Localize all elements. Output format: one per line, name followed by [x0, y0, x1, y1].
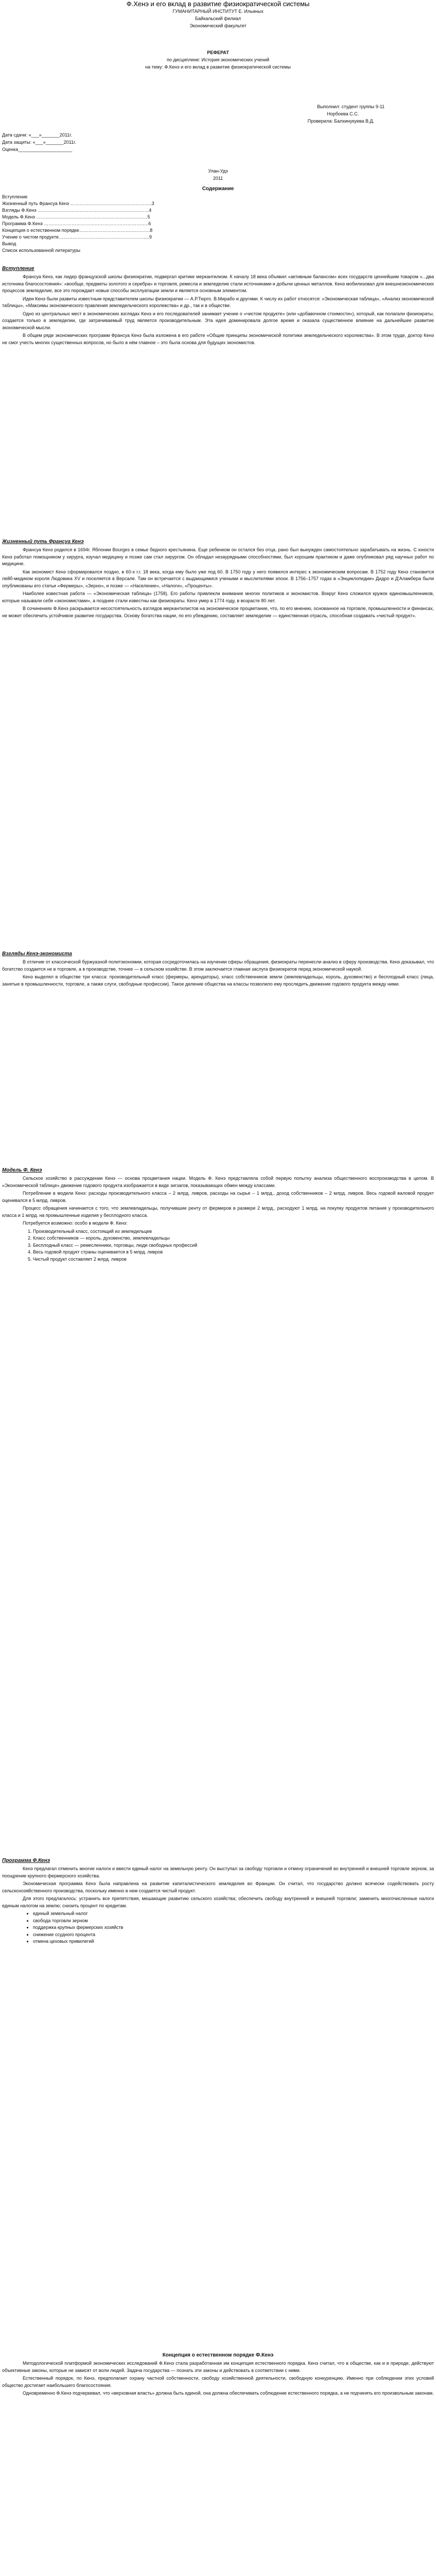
paragraph: В общем ряде экономических программ Франсуа Кенэ была изложена в его работе «Общие принципы экономической политики земледельческого королевства». В этом труде, доктор Кенэ не смог учесть многих существенных вопросов, но было в нём главное – это была основа для будущих экономистов. [2, 333, 434, 345]
list-item: • отмена цеховых привилегий [33, 1938, 436, 1945]
cover-checked: Проверила: Балхинукуева В.Д. [307, 118, 374, 124]
paragraph: В отличие от классической буржуазной политэкономии, которая сосредоточилась на изучении сферы обращения, физиократы перенесли анализ в сферу производства. Кенэ доказывал, что богатство создается не в торговле, а в производстве, точнее — в сельском хозяйстве. В этом заключается главная заслуга физиократов перед экономической наукой. [2, 959, 434, 972]
list-item: • снижение ссудного процента [33, 1931, 436, 1939]
toc-item[interactable]: Учение о чистом продукте…………………………………………………..9 [2, 234, 152, 240]
section-model [0, 1164, 436, 1265]
list-item: 2. Класс собственников — король, духовенство, землевладельцы [33, 1235, 436, 1242]
section-intro [0, 263, 436, 347]
paragraph: Потребление в модели Кенэ: расходы производительного класса – 2 млрд. ливров, расходы на сырье – 1 млрд., доход собственников – 2 млрд. ливров. Весь годовой валовой продукт оценивался в 5 млрд. ливров. [2, 1191, 434, 1203]
faculty-name: Экономический факультет [189, 23, 247, 28]
section-program [0, 1855, 436, 1947]
toc-item[interactable]: Вступление [2, 194, 28, 199]
list-item: • поддержка крупных фермерских хозяйств [33, 1924, 436, 1931]
paragraph: Франсуа Кенэ родился в 1694г. Яблонии Bourges в семье бедного крестьянина. Еще ребенком он остался без отца, рано был вынужден самостоятельно зарабатывать на жизнь. С юности Кенэ работал помощником у хирурга, изучал медицину и позже сам стал хирургом. Он обладал незаурядными способностями, был хорошим практиком и даже опубликовал ряд научных работ по медицине. [2, 547, 434, 566]
paragraph: Франсуа Кенэ, как лидер французской школы физиократии, подвергал критике меркантилизм. К началу 18 века объявил «активным балансом» всех государств ценнейшим товаром «...два источника благосостояния»: «вообще, предметы золотого и серебра» и торговля, ремесла и земледелие стали источниками и добычи ценных металлов. Кенэ мобилизовал для внешнеэкономических процессов земледелие, все это порождает новые способы эксплуатации земли и является основным элементом. [2, 274, 434, 293]
section-heading: Программа Ф.Кенэ [2, 1858, 50, 1863]
program-list [26, 1910, 436, 1945]
list-intro: Потребуется возможно: особо в модели Ф. Кенэ: [23, 1221, 128, 1226]
toc-item[interactable]: Жизненный путь Франсуа Кенэ ……………………………………………..3 [2, 201, 154, 206]
model-list [26, 1228, 436, 1263]
list-item: 1. Производительный класс, состоящий из земледельцев [33, 1228, 436, 1235]
date-defended: Дата защиты: «___»_______2011г. [2, 140, 76, 145]
document-title: Ф.Хенэ и его вклад в развитие физиократической системы [126, 0, 310, 8]
paragraph: Кенэ выделял в обществе три класса: производительный класс (фермеры, арендаторы), класс собственников земли (землевладельцы, король, духовенство) и бесплодный класс (лица, занятые в промышленности, торговле, а также слуги, свободные профессии). Такое деление общества на классы позволило ему проследить движение годового продукта между ними. [2, 974, 434, 987]
branch-name: Байкальский филиал [195, 16, 241, 21]
cover-credits [0, 103, 436, 125]
paragraph: Методологической платформой экономических исследований Ф.Кенэ стала разработанная им концепция естественного порядка. Кенэ считал, что в обществе, как и в природе, действуют объективные законы, которые не зависят от воли людей. Задача государства — познать эти законы и действовать в соответствии с ними. [2, 2361, 434, 2373]
paragraph: Для этого предлагалось: устранить все препятствия, мешающие развитию сельского хозяйства; обеспечить свободу внутренней и внешней торговли; заменить многочисленные налоги единым налогом на землю; снизить процент по кредитам. [2, 1896, 434, 1908]
paragraph: Идеи Кенэ были развиты известным представителем школы физиократии — А.Р.Тюрго. В.Мирабо и другими. К числу их работ относятся: «Экономическая таблица», «Анализ экономической таблицы», «Максимы экономического правления земледельческого королевства» и др., так и в обществе. [2, 296, 434, 308]
section-life [0, 536, 436, 620]
toc-item[interactable]: Список использованной литературы [2, 248, 80, 253]
cover-topic: на тему: Ф.Кенэ и его вклад в развитие физиократической системы [145, 64, 291, 70]
list-item: 3. Бесплодный класс — ремесленники, торговцы, люди свободных профессий [33, 1242, 436, 1249]
list-item: 4. Весь годовой продукт страны оценивается в 5 млрд. ливров [33, 1249, 436, 1256]
cover-block [0, 49, 436, 71]
grade-line: Оценка_____________________ [2, 147, 73, 152]
section-heading: Модель Ф. Кенэ [2, 1167, 42, 1173]
cover-dates [0, 131, 436, 153]
document-header [0, 0, 436, 31]
paragraph: Наиболее известная работа — «Экономическая таблица» (1758). Его работы привлекли внимание многих политиков и экономистов. Вокруг Кенэ сложился кружок единомышленников, которые называли себя «экономистами», а позднее стали известны как физиократы. Кенэ умер в 1774 году, в возрасте 80 лет. [2, 591, 434, 603]
paragraph: Сельское хозяйство в рассуждении Кенэ — основа процветания нации. Модель Ф. Кенэ представляла собой первую попытку анализа общественного воспроизводства в целом. В «Экономической таблице» движение годового продукта изображается в виде зигзагов, показывающих обмен между классами. [2, 1176, 434, 1188]
paragraph: Экономическая программа Кенэ была направлена на развитие капиталистического земледелия во Франции. Он считал, что государство должно всячески содействовать росту сельскохозяйственного производства, поскольку именно в нем создается чистый продукт. [2, 1881, 434, 1893]
cover-student-name: Норбоева С.С. [327, 111, 359, 116]
institute-name: ГУМАНИТАРНЫЙ ИНСТИТУТ Е. Ильиных [172, 9, 264, 14]
cover-label: РЕФЕРАТ [207, 50, 229, 55]
toc-title: Содержание [202, 186, 234, 192]
section-heading: Жизненный путь Франсуа Кенэ [2, 539, 84, 545]
toc-item[interactable]: Программа Ф.Кенэ …………………………………………………………..6 [2, 221, 151, 226]
cover-city-year [0, 167, 436, 182]
cover-discipline: по дисциплине: История экономических учений [166, 57, 270, 62]
paragraph: Кенэ предлагал отменить многие налоги и ввести единый налог на земельную ренту. Он выступал за свободу торговли и отмену ограничений во внутренней и внешней торговле зерном, за поощрение крупного фермерского хозяйства. [2, 1866, 434, 1878]
section-natural-order [0, 2349, 436, 2398]
list-item: • свобода торговли зерном [33, 1918, 436, 1925]
list-item: 5. Чистый продукт составляет 2 млрд. ливров [33, 1256, 436, 1263]
paragraph: Одно из центральных мест в экономических взглядах Кенэ и его последователей занимает учение о «чистом продукте» (или «добавочном стоимости»), который, как полагали физиократы, создается только в земледелии, где затрачиваемый труд является производительным. Эта идея доминировала долгое время и оказала существенное влияние на дальнейшее развитие экономической мысли. [2, 311, 434, 330]
date-handed: Дата сдачи: «___»_______2011г. [2, 132, 72, 138]
paragraph: В сочинениях Ф.Кенэ раскрывается несостоятельность взглядов меркантилистов на экономическое процветание, что, по его мнению, основанное на торговле, промышленности и финансах, не может обеспечить устойчивое развитие государства. Основу богатства нации, по его убеждению, составляет земледелие — единственная отрасль, способная создавать «чистый продукт». [2, 606, 434, 618]
cover-year: 2011 [213, 176, 223, 181]
section-heading: Вступление [2, 266, 34, 272]
section-heading: Взгляды Кенэ-экономиста [2, 951, 72, 957]
section-heading: Концепция о естественном порядке Ф.Кенэ [162, 2352, 274, 2358]
table-of-contents [0, 183, 436, 254]
paragraph: Естественный порядок, по Кенэ, предполагает охрану частной собственности, свободу хозяйственной деятельности, свободную конкуренцию. Именно при соблюдении этих условий общество достигает наибольшего благосостояния. [2, 2376, 434, 2388]
toc-item[interactable]: Вывод [2, 241, 16, 246]
paragraph: Как экономист Кенэ сформировался поздно, в 60-х г.г. 18 века, когда ему было уже под 60. В 1750 году у него появился интерес к экономическим вопросам. В 1752 году Кенэ становится лейб-медиком короля Людовика XV и поселяется в Версале. Там он встречается с выдающимися учеными и мыслителями эпохи. В 1756–1757 годах в «Энциклопедии» Дидро и Д'Аламбера были опубликованы его статьи «Фермеры», «Зерно», и позже — «Население», «Налоги», «Проценты». [2, 569, 434, 588]
paragraph: Процесс обращения начинается с того, что землевладельцы, получившие ренту от фермеров в размере 2 млрд., расходуют 1 млрд. на покупку продуктов питания у производительного класса и 1 млрд. на промышленные изделия у бесплодного класса. [2, 1206, 434, 1218]
toc-item[interactable]: Концепция о естественном порядке……………………………………….8 [2, 228, 153, 233]
cover-city: Улан-Удэ [208, 168, 228, 174]
paragraph: Одновременно Ф.Кенэ подчеркивал, что «верховная власть» должна быть единой, она должна обеспечивать соблюдение естественного порядка, а не подчинять его произвольным законам. [23, 2391, 434, 2396]
toc-item[interactable]: Взгляды Ф.Кенэ ………………………………………………………………4 [2, 208, 152, 213]
cover-student: Выполнил: студент группы 9-11 [317, 104, 385, 109]
section-views [0, 948, 436, 989]
list-item: • единый земельный налог [33, 1910, 436, 1918]
toc-item[interactable]: Модель Ф.Кенэ ………………………………………………………………5 [2, 214, 150, 219]
